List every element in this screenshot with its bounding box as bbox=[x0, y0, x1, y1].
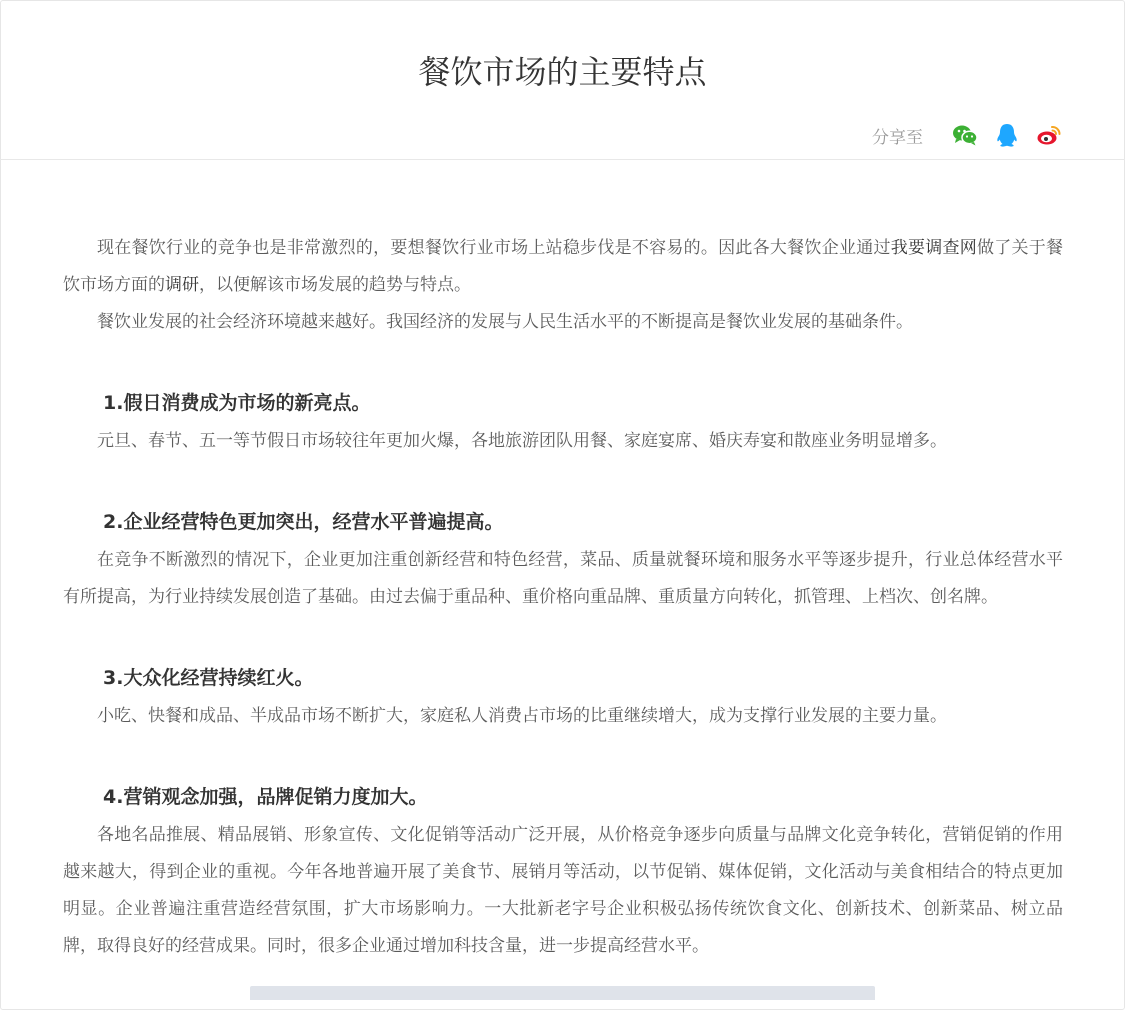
qq-icon[interactable] bbox=[993, 121, 1021, 149]
section-heading-1: 1.假日消费成为市场的新亮点。 bbox=[103, 392, 371, 414]
share-bar bbox=[872, 120, 1063, 150]
spacer bbox=[63, 735, 1063, 777]
intro-paragraph-2: 餐饮业发展的社会经济环境越来越好。我国经济的发展与人民生活水平的不断提高是餐饮业发展的基础条件。 bbox=[97, 312, 913, 332]
article-body bbox=[63, 230, 1063, 965]
section-body-1: 元旦、春节、五一等节假日市场较往年更加火爆，各地旅游团队用餐、家庭宴席、婚庆寿宴和散座业务明显增多。 bbox=[97, 431, 947, 451]
research-link[interactable]: 调研 bbox=[165, 275, 199, 295]
share-label: 分享至 bbox=[872, 127, 923, 148]
section-heading-4: 4.营销观念加强，品牌促销力度加大。 bbox=[103, 786, 428, 808]
intro-paragraph-1: 现在餐饮行业的竞争也是非常激烈的，要想餐饮行业市场上站稳步伐是不容易的。因此各大餐饮企业通过我要调查网做了关于餐饮市场方面的调研，以便解该市场发展的趋势与特点。 bbox=[63, 238, 1064, 295]
section-body-4: 各地名品推展、精品展销、形象宣传、文化促销等活动广泛开展，从价格竞争逐步向质量与品牌文化竞争转化，营销促销的作用越来越大，得到企业的重视。今年各地普遍开展了美食节、展销月等活动，以节促销、媒体促销，文化活动与美食相结合的特点更加明显。企业普遍注重营造经营氛围，扩大市场影响力。一大批新老字号企业积极弘扬传统饮食文化、创新技术、创新菜品、树立品牌，取得良好的经营成果。同时，很多企业通过增加科技含量，进一步提高经营水平。 bbox=[63, 825, 1063, 956]
weibo-icon[interactable] bbox=[1035, 121, 1063, 149]
wechat-icon[interactable] bbox=[951, 121, 979, 149]
article-header bbox=[0, 0, 1125, 160]
section-body-2: 在竞争不断激烈的情况下，企业更加注重创新经营和特色经营，菜品、质量就餐环境和服务水平等逐步提升，行业总体经营水平有所提高，为行业持续发展创造了基础。由过去偏于重品种、重价格向重品牌、重质量方向转化，抓管理、上档次、创名牌。 bbox=[63, 550, 1063, 607]
spacer bbox=[63, 460, 1063, 502]
page-title: 餐饮市场的主要特点 bbox=[418, 53, 707, 91]
survey-site-link[interactable]: 我要调查网 bbox=[890, 238, 977, 258]
section-body-3: 小吃、快餐和成品、半成品市场不断扩大，家庭私人消费占市场的比重继续增大，成为支撑行业发展的主要力量。 bbox=[97, 706, 947, 726]
spacer bbox=[63, 341, 1063, 383]
section-heading-3: 3.大众化经营持续红火。 bbox=[103, 667, 314, 689]
article-image bbox=[250, 986, 875, 1000]
section-heading-2: 2.企业经营特色更加突出，经营水平普遍提高。 bbox=[103, 511, 504, 533]
spacer bbox=[63, 616, 1063, 658]
